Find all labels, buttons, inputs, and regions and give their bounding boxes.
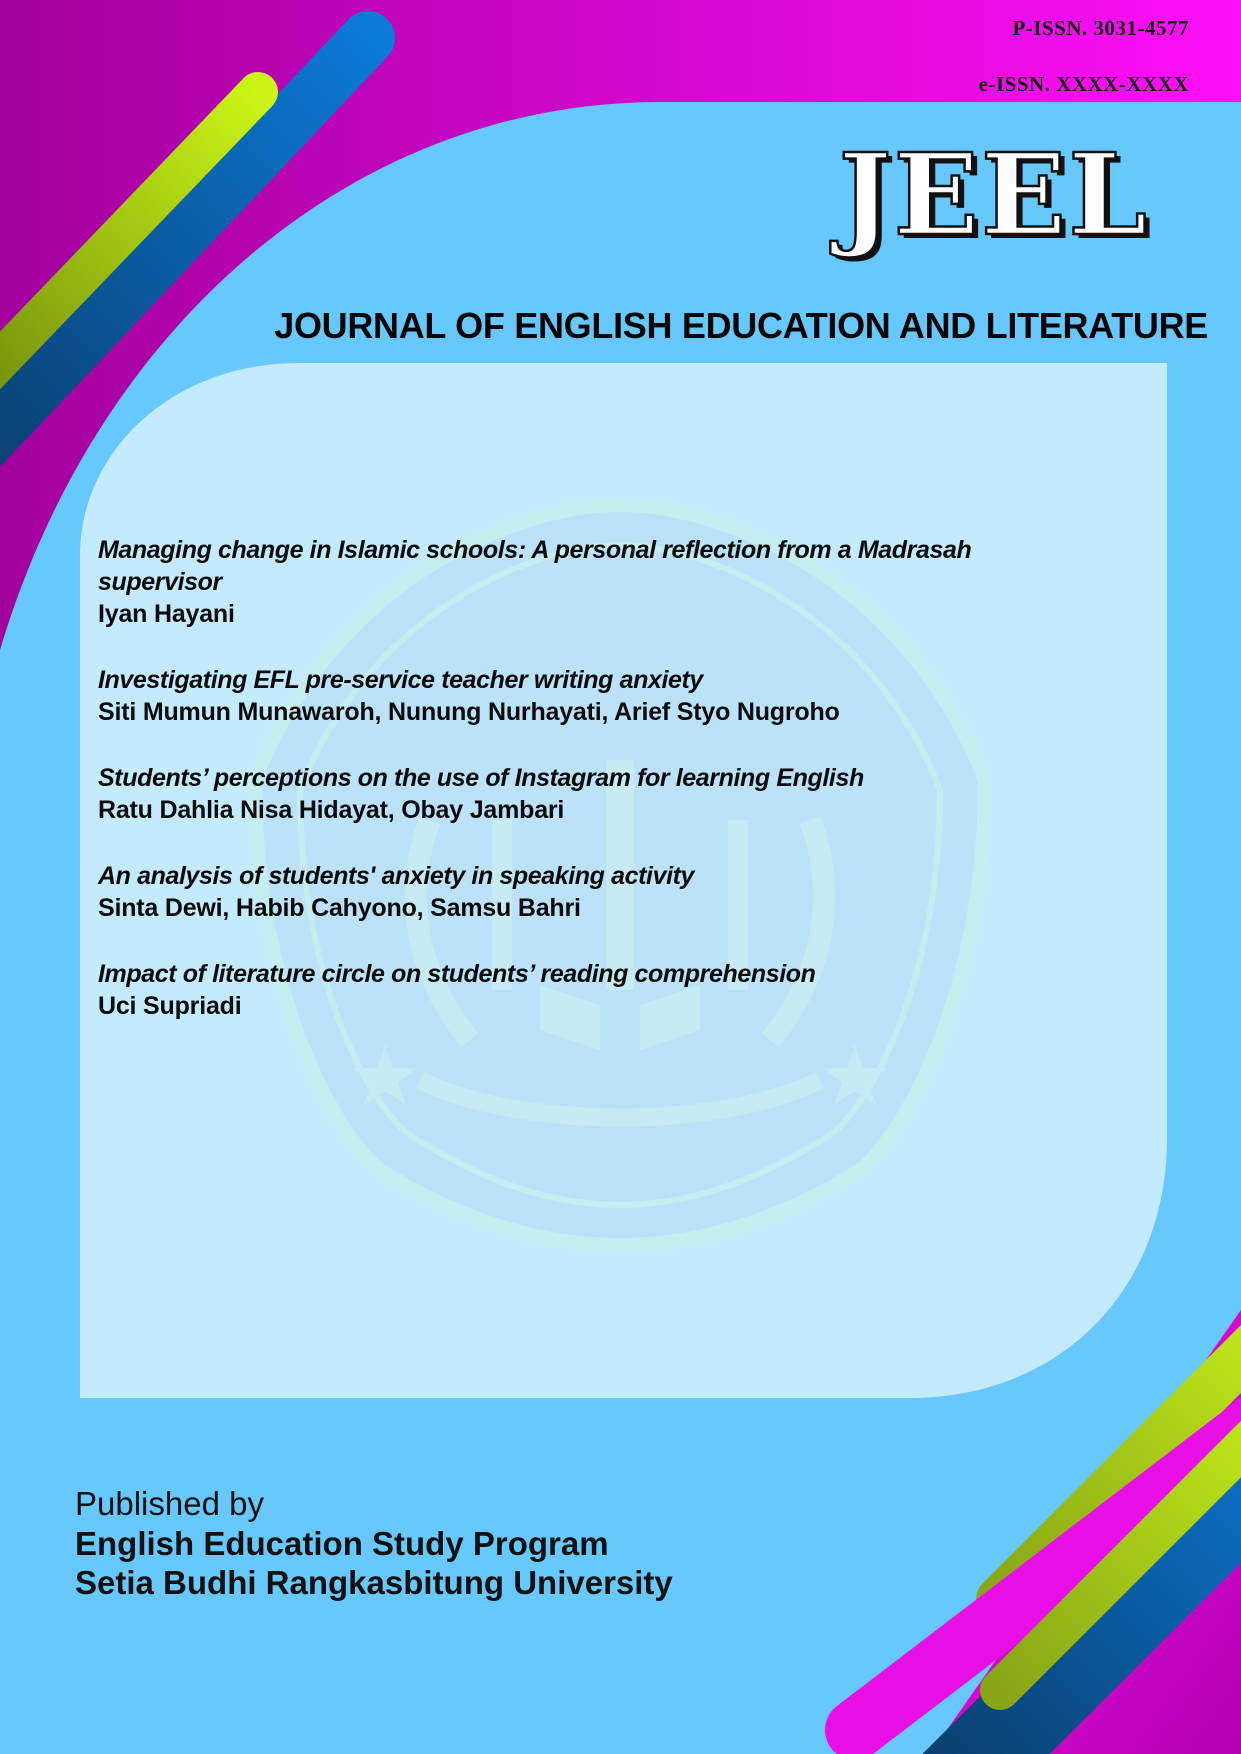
article-item (98, 860, 1098, 924)
published-by-label: Published by (75, 1485, 264, 1522)
electronic-issn: e-ISSN. XXXX-XXXX (978, 72, 1189, 96)
article-authors: Iyan Hayani (98, 600, 235, 628)
article-title: Managing change in Islamic schools: A personal reflection from a Madrasah supervisor (98, 536, 972, 596)
article-list (98, 534, 1098, 1056)
publisher-university: Setia Budhi Rangkasbitung University (75, 1564, 673, 1601)
article-title: An analysis of students' anxiety in speaking activity (98, 862, 695, 890)
publisher-block (75, 1484, 673, 1602)
article-authors: Uci Supriadi (98, 992, 242, 1020)
article-authors: Siti Mumun Munawaroh, Nunung Nurhayati, Arief Styo Nugroho (98, 698, 840, 726)
print-issn: P-ISSN. 3031-4577 (1012, 16, 1189, 40)
article-authors: Ratu Dahlia Nisa Hidayat, Obay Jambari (98, 796, 565, 824)
journal-logo: JEEL (838, 130, 1149, 261)
article-title: Investigating EFL pre-service teacher writing anxiety (98, 666, 703, 694)
publisher-program: English Education Study Program (75, 1525, 609, 1562)
article-authors: Sinta Dewi, Habib Cahyono, Samsu Bahri (98, 894, 581, 922)
article-title: Impact of literature circle on students’ reading comprehension (98, 960, 816, 988)
article-item (98, 664, 1098, 728)
article-item (98, 534, 1098, 630)
article-title: Students’ perceptions on the use of Instagram for learning English (98, 764, 864, 792)
article-item (98, 958, 1098, 1022)
journal-title: JOURNAL OF ENGLISH EDUCATION AND LITERATURE (274, 305, 1208, 346)
article-item (98, 762, 1098, 826)
